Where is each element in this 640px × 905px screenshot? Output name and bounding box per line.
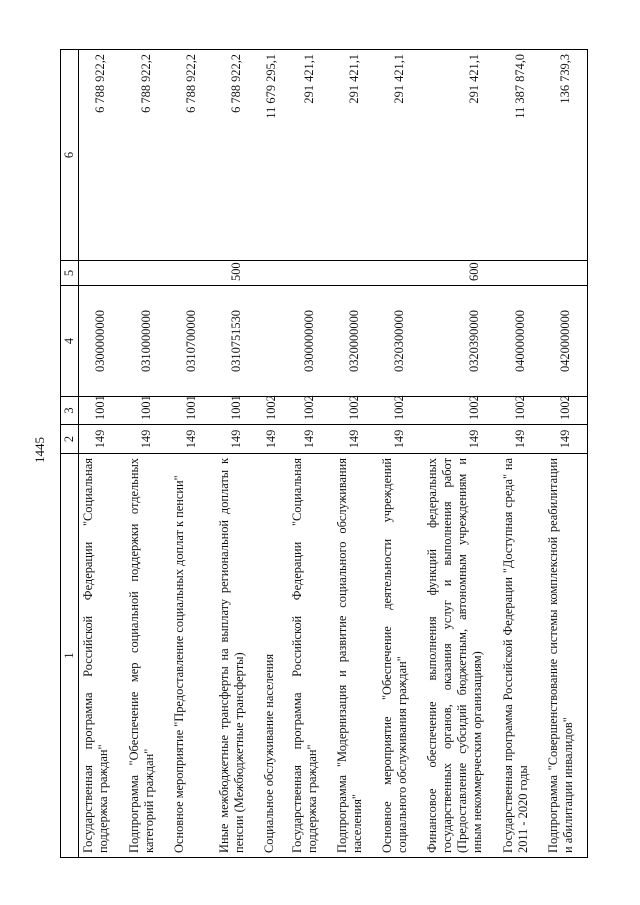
section-code: 1001 — [79, 397, 125, 425]
target-code: 0320000000 — [333, 286, 378, 397]
expense-type — [79, 261, 125, 286]
column-header: 6 — [61, 50, 79, 261]
item-name: Социальное обслуживание населения — [260, 454, 288, 858]
amount: 136 739,3 — [544, 50, 588, 261]
expense-type — [170, 261, 215, 286]
target-code: 0320390000 — [423, 286, 499, 397]
item-name: Государственная программа Российской Федерации "Социальная поддержка граждан" — [79, 454, 125, 858]
amount: 291 421,1 — [378, 50, 423, 261]
budget-table — [60, 49, 588, 858]
column-header: 1 — [61, 454, 79, 858]
ministry-code: 149 — [499, 425, 544, 454]
ministry-code: 149 — [260, 425, 288, 454]
ministry-code: 149 — [333, 425, 378, 454]
ministry-code: 149 — [125, 425, 170, 454]
column-header: 4 — [61, 286, 79, 397]
header-row — [61, 50, 79, 858]
target-code: 0310700000 — [170, 286, 215, 397]
expense-type — [544, 261, 588, 286]
item-name: Подпрограмма "Совершенствование системы комплексной реабилитации и абилитации инвалидов" — [544, 454, 588, 858]
item-name: Основное мероприятие "Обеспечение деятельности учреждений социального обслуживания граждан" — [378, 454, 423, 858]
section-code: 1002 — [544, 397, 588, 425]
table-row — [288, 50, 333, 858]
table-row — [125, 50, 170, 858]
amount: 6 788 922,2 — [170, 50, 215, 261]
item-name: Финансовое обеспечение выполнения функций федеральных государственных органов, оказания услуг и выполнения работ (Предоставление субсидий бюджетным, автономным учреждениям и иным некоммерческим организациям) — [423, 454, 499, 858]
section-code: 1002 — [288, 397, 333, 425]
table-row — [215, 50, 260, 858]
amount: 291 421,1 — [333, 50, 378, 261]
expense-type: 600 — [423, 261, 499, 286]
section-code: 1002 — [423, 397, 499, 425]
section-code: 1002 — [260, 397, 288, 425]
ministry-code: 149 — [170, 425, 215, 454]
ministry-code: 149 — [79, 425, 125, 454]
table-row — [423, 50, 499, 858]
section-code: 1002 — [499, 397, 544, 425]
column-header: 3 — [61, 397, 79, 425]
target-code: 0300000000 — [288, 286, 333, 397]
item-name: Подпрограмма "Модернизация и развитие социального обслуживания населения" — [333, 454, 378, 858]
item-name: Иные межбюджетные трансферты на выплату региональной доплаты к пенсии (Межбюджетные трансферты) — [215, 454, 260, 858]
ministry-code: 149 — [423, 425, 499, 454]
section-code: 1002 — [378, 397, 423, 425]
expense-type — [378, 261, 423, 286]
expense-type — [499, 261, 544, 286]
amount: 11 679 295,1 — [260, 50, 288, 261]
item-name: Государственная программа Российской Федерации "Социальная поддержка граждан" — [288, 454, 333, 858]
target-code: 0310000000 — [125, 286, 170, 397]
amount: 11 387 874,0 — [499, 50, 544, 261]
table-row — [333, 50, 378, 858]
amount: 6 788 922,2 — [125, 50, 170, 261]
ministry-code: 149 — [288, 425, 333, 454]
table-row — [79, 50, 125, 858]
expense-type: 500 — [215, 261, 260, 286]
section-code: 1002 — [333, 397, 378, 425]
expense-type — [260, 261, 288, 286]
section-code: 1001 — [125, 397, 170, 425]
ministry-code: 149 — [215, 425, 260, 454]
target-code: 0300000000 — [79, 286, 125, 397]
column-header: 2 — [61, 425, 79, 454]
amount: 6 788 922,2 — [79, 50, 125, 261]
amount: 291 421,1 — [423, 50, 499, 261]
item-name: Основное мероприятие "Предоставление социальных доплат к пенсии" — [170, 454, 215, 858]
item-name: Государственная программа Российской Федерации "Доступная среда" на 2011 - 2020 годы — [499, 454, 544, 858]
target-code: 0320300000 — [378, 286, 423, 397]
page-number: 1445 — [32, 437, 47, 463]
section-code: 1001 — [170, 397, 215, 425]
expense-type — [125, 261, 170, 286]
table-row — [544, 50, 588, 858]
expense-type — [288, 261, 333, 286]
item-name: Подпрограмма "Обеспечение мер социальной поддержки отдельных категорий граждан" — [125, 454, 170, 858]
column-header: 5 — [61, 261, 79, 286]
target-code: 0400000000 — [499, 286, 544, 397]
expense-type — [333, 261, 378, 286]
table-row — [378, 50, 423, 858]
table-row — [170, 50, 215, 858]
amount: 291 421,1 — [288, 50, 333, 261]
ministry-code: 149 — [378, 425, 423, 454]
amount: 6 788 922,2 — [215, 50, 260, 261]
table-row — [499, 50, 544, 858]
ministry-code: 149 — [544, 425, 588, 454]
section-code: 1001 — [215, 397, 260, 425]
target-code: 0310751530 — [215, 286, 260, 397]
target-code — [260, 286, 288, 397]
table-row — [260, 50, 288, 858]
target-code: 0420000000 — [544, 286, 588, 397]
